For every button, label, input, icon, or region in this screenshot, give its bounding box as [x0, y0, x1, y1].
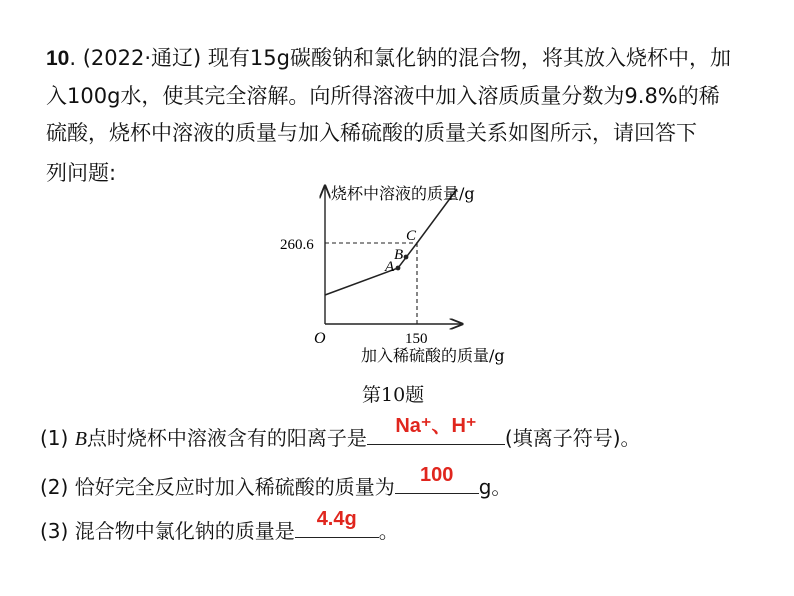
answer-blank-2[interactable] [395, 464, 479, 494]
x-axis-label: 加入稀硫酸的质量/g [361, 346, 505, 365]
point-b-dot [404, 255, 409, 260]
subquestion-1-point: B [74, 428, 87, 450]
question-line-4: 列问题: [46, 161, 117, 185]
y-tick-label: 260.6 [280, 237, 314, 253]
answer-2: 100 [420, 464, 454, 486]
figure-caption: 第10题 [362, 384, 425, 406]
answer-1: Na⁺、H⁺ [395, 415, 477, 437]
question-line-2: 入100g水，使其完全溶解。向所得溶液中加入溶质质量分数为9.8%的稀 [46, 84, 720, 108]
subquestion-3-prefix: (3) [40, 519, 69, 543]
point-b-label: B [394, 247, 404, 263]
curve [325, 189, 457, 295]
x-tick-label: 150 [405, 331, 428, 347]
point-a-dot [396, 266, 401, 271]
answer-blank-3[interactable] [295, 508, 379, 538]
answer-3: 4.4g [316, 508, 357, 530]
subquestion-1-text: 点时烧杯中溶液含有的阳离子是 [86, 426, 367, 450]
point-c-label: C [406, 228, 417, 244]
subquestion-2-text: 恰好完全反应时加入稀硫酸的质量为 [74, 475, 395, 499]
question-line-3: 硫酸，烧杯中溶液的质量与加入稀硫酸的质量关系如图所示，请回答下 [46, 121, 697, 145]
subquestion-3 [40, 508, 399, 545]
question-number: 10 [46, 47, 70, 70]
subquestion-1 [40, 415, 641, 453]
subquestion-2-suffix: g。 [478, 475, 512, 499]
subquestion-1-suffix: (填离子符号)。 [504, 426, 641, 450]
subquestion-2 [40, 464, 512, 501]
point-a-label: A [385, 259, 395, 275]
subquestion-3-suffix: 。 [378, 519, 399, 543]
subquestion-2-prefix: (2) [40, 475, 69, 499]
subquestion-3-text: 混合物中氯化钠的质量是 [74, 519, 295, 543]
question-line-1-text: . (2022·通辽) 现有15g碳酸钠和氯化钠的混合物，将其放入烧杯中，加 [69, 46, 731, 70]
subquestion-1-prefix: (1) [40, 426, 69, 450]
answer-blank-1[interactable] [367, 415, 505, 445]
y-axis-label: 烧杯中溶液的质量/g [331, 184, 475, 203]
origin-label: O [314, 330, 326, 347]
